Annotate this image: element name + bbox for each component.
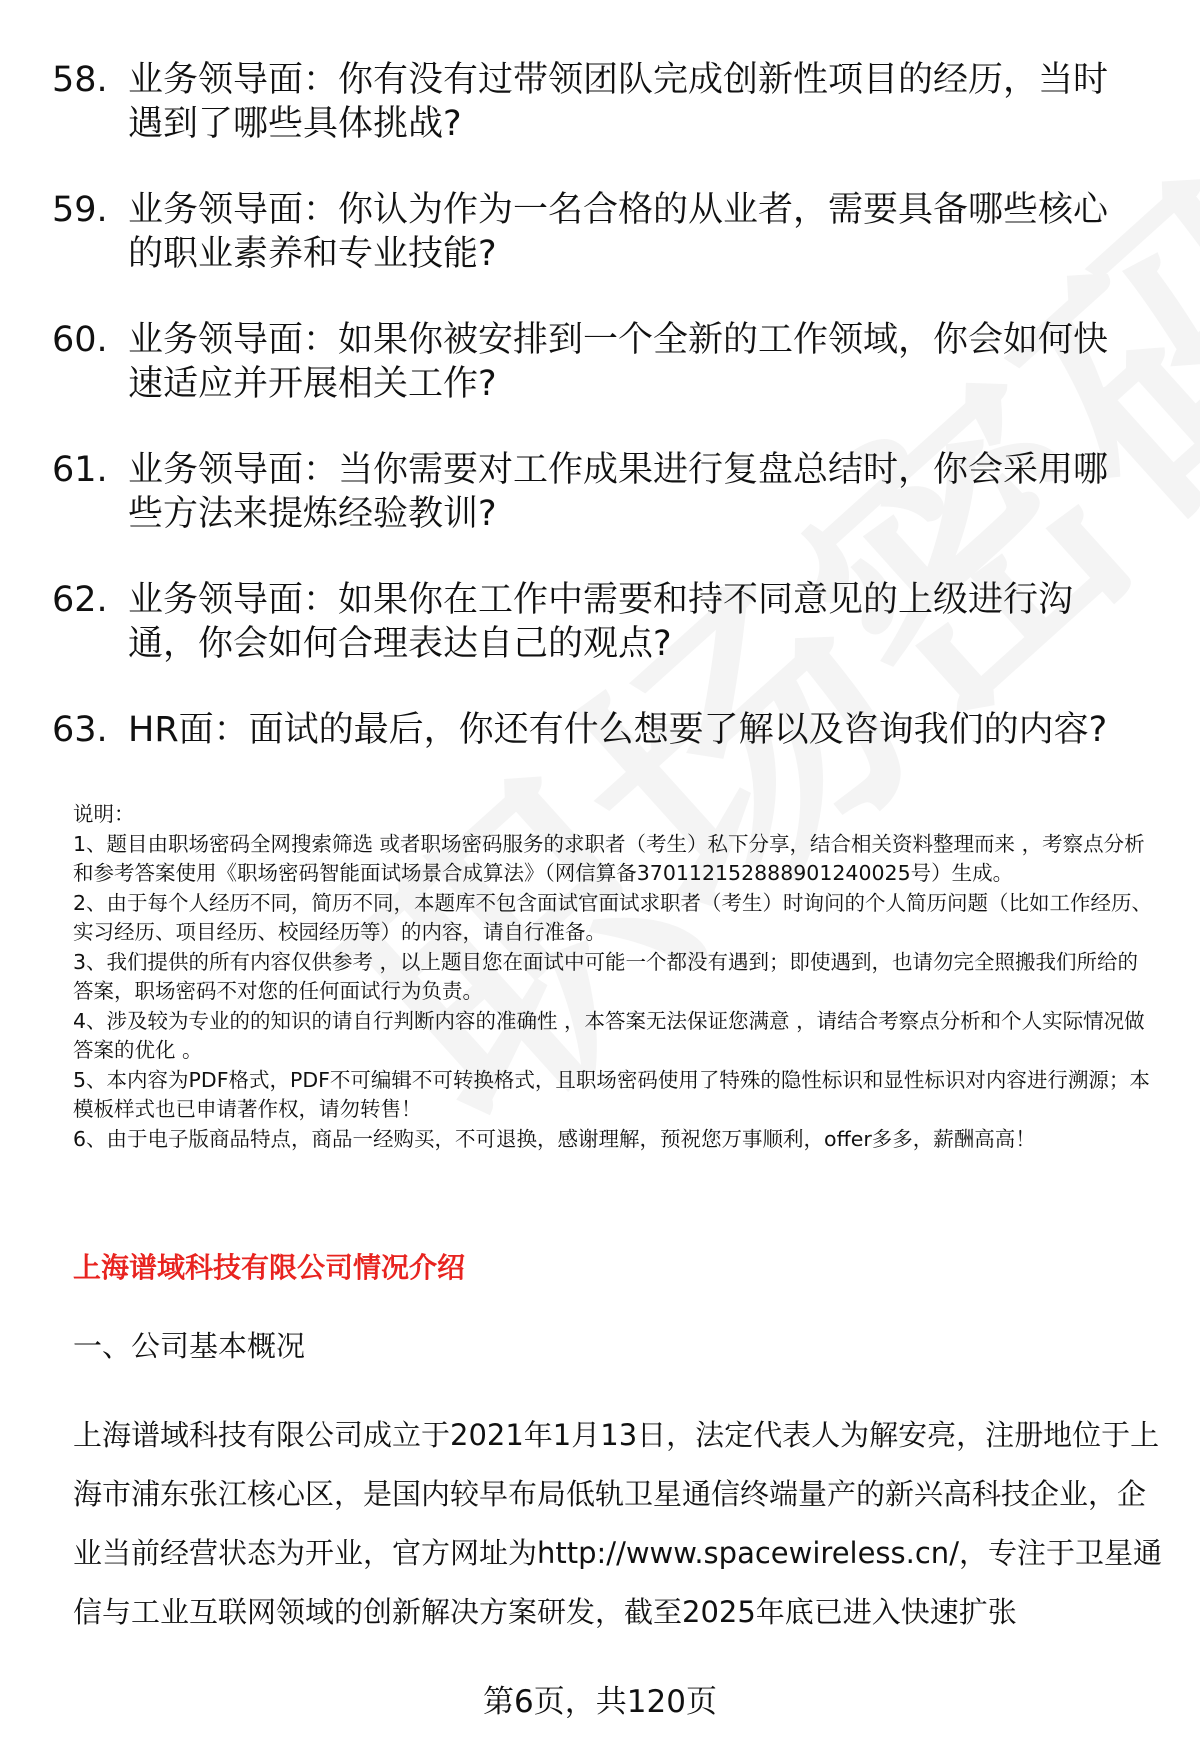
question-item [52,58,1152,146]
question-item [52,708,1152,752]
question-number: 62. [52,580,108,620]
question-list [52,58,1152,794]
company-title: 上海谱域科技有限公司情况介绍 [73,1251,466,1284]
notes-section [73,800,1158,1154]
question-text: 业务领导面：如果你被安排到一个全新的工作领域，你会如何快速适应并开展相关工作? [128,320,1109,404]
question-item [52,188,1152,276]
notes-title: 说明： [73,802,135,826]
note-item: 4、涉及较为专业的的知识的请自行判断内容的准确性 ，本答案无法保证您满意 ，请结合考察点分析和个人实际情况做答案的优化 。 [73,1008,1145,1062]
question-number: 60. [52,320,108,360]
note-item: 6、由于电子版商品特点，商品一经购买，不可退换，感谢理解，预祝您万事顺利，offer多多，薪酬高高！ [73,1126,1036,1151]
question-number: 58. [52,60,108,100]
company-paragraph: 上海谱域科技有限公司成立于2021年1月13日，法定代表人为解安亮，注册地位于上海市浦东张江核心区，是国内较早布局低轨卫星通信终端量产的新兴高科技企业，企业当前经营状态为开业，官方网址为http://www.spacewireless.cn/，专注于卫星通信与工业互联网领域的创新解决方案研发，截至2025年底已进入快速扩张 [73,1418,1162,1629]
question-text: 业务领导面：你认为作为一名合格的从业者，需要具备哪些核心的职业素养和专业技能? [128,190,1109,274]
page-footer: 第6页，共120页 [483,1684,717,1720]
note-item: 5、本内容为PDF格式，PDF不可编辑不可转换格式，且职场密码使用了特殊的隐性标识和显性标识对内容进行溯源；本模板样式也已申请著作权，请勿转售！ [73,1067,1150,1121]
note-item: 1、题目由职场密码全网搜索筛选 或者职场密码服务的求职者（考生）私下分享，结合相关资料整理而来 ，考察点分析和参考答案使用《职场密码智能面试场景合成算法》（网信算备370112152888901240025号）生成。 [73,831,1145,885]
note-item: 2、由于每个人经历不同，简历不同，本题库不包含面试官面试求职者（考生）时询问的个人简历问题（比如工作经历、实习经历、项目经历、校园经历等）的内容，请自行准备。 [73,890,1153,944]
question-number: 61. [52,450,108,490]
question-number: 59. [52,190,108,230]
question-text: 业务领导面：你有没有过带领团队完成创新性项目的经历，当时遇到了哪些具体挑战? [128,60,1109,144]
question-item [52,318,1152,406]
question-item [52,448,1152,536]
question-text: 业务领导面：如果你在工作中需要和持不同意见的上级进行沟通，你会如何合理表达自己的观点? [128,580,1074,664]
question-item [52,578,1152,666]
section-heading: 一、公司基本概况 [73,1329,306,1363]
note-item: 3、我们提供的所有内容仅供参考 ，以上题目您在面试中可能一个都没有遇到；即使遇到，也请勿完全照搬我们所给的答案，职场密码不对您的任何面试行为负责。 [73,949,1139,1003]
question-text: HR面：面试的最后，你还有什么想要了解以及咨询我们的内容? [128,710,1108,750]
question-number: 63. [52,710,108,750]
question-text: 业务领导面：当你需要对工作成果进行复盘总结时，你会采用哪些方法来提炼经验教训? [128,450,1109,534]
